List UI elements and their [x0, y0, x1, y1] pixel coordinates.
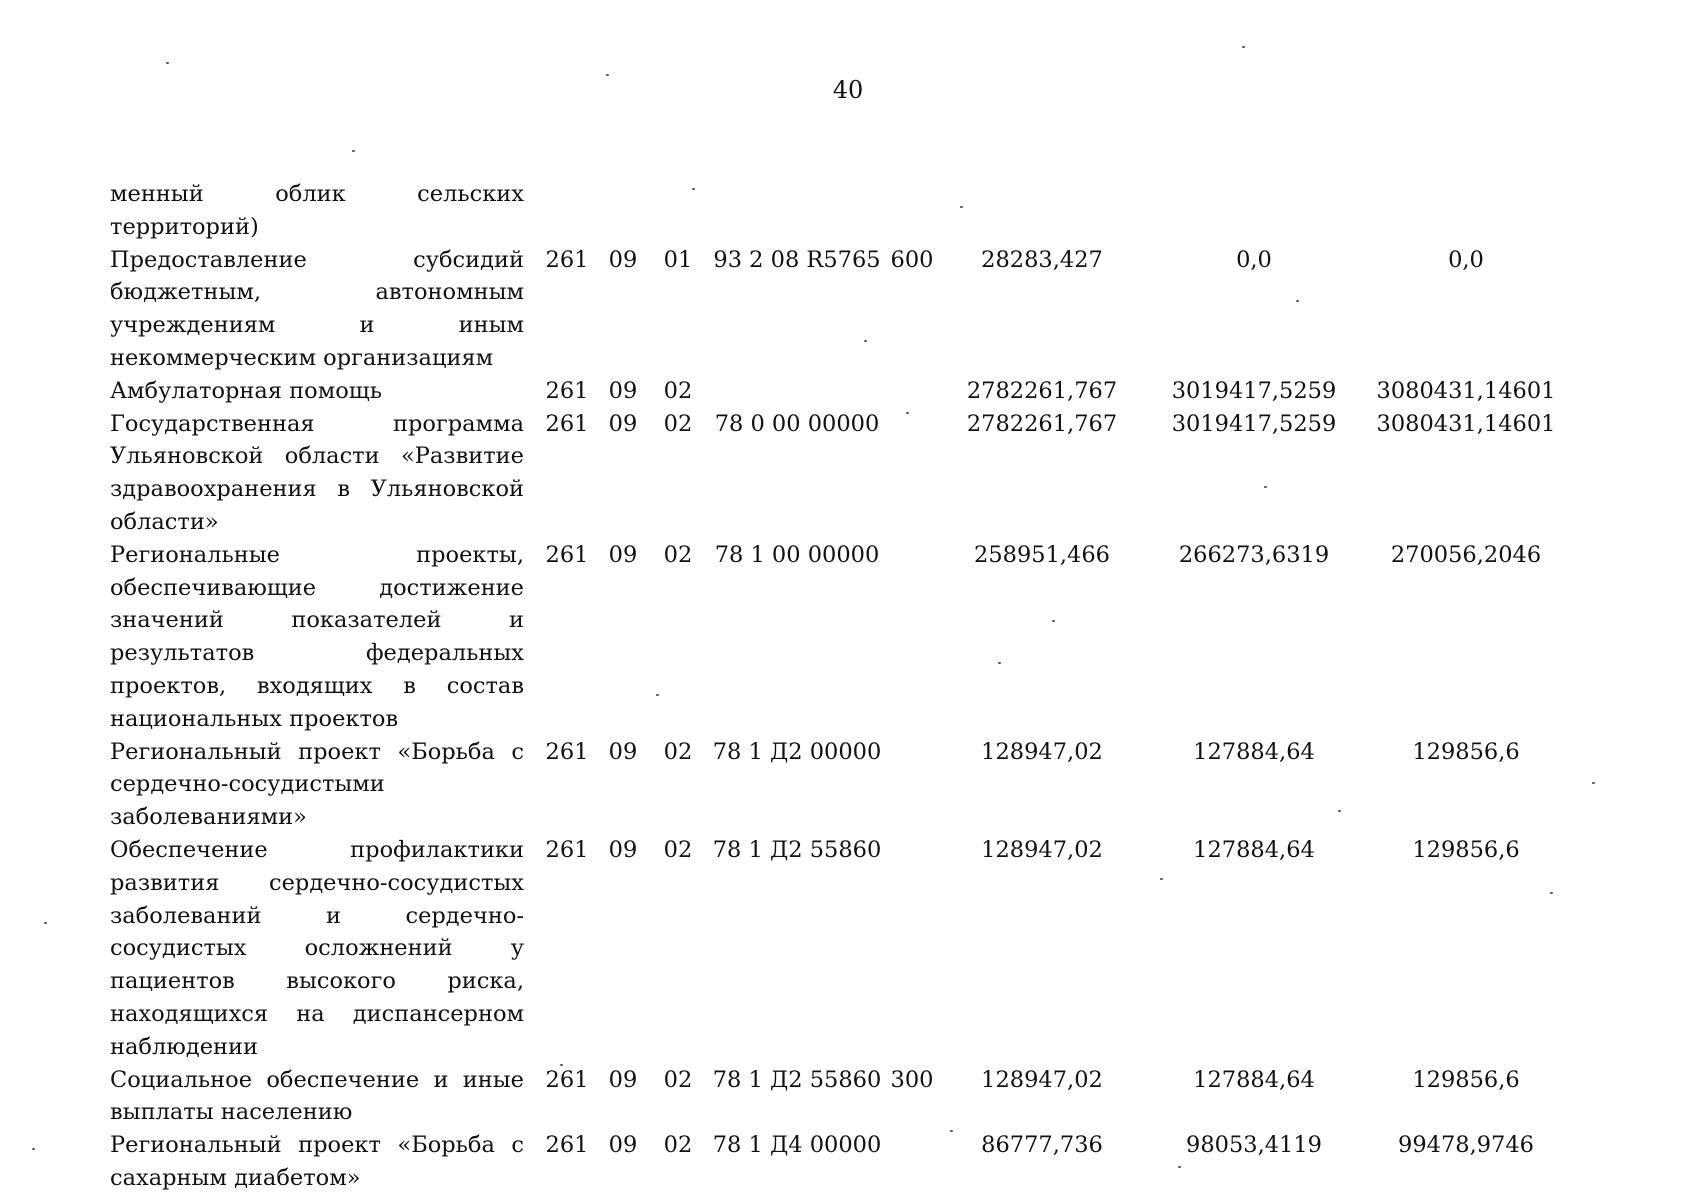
scan-speck	[560, 1064, 563, 1066]
scan-speck	[656, 694, 659, 696]
amount-year-2: 98053,4119	[1186, 1132, 1322, 1159]
subsection-code: 02	[663, 541, 693, 568]
scan-speck	[864, 340, 867, 342]
target-article-code: 78 1 00 00000	[714, 541, 880, 568]
row-name: Региональный проект «Борьба с сердечно-сосудистыми заболеваниями»	[110, 738, 524, 831]
amount-year-2: 127884,64	[1193, 738, 1315, 765]
row-name: Предоставление субсидий бюджетным, автономным учреждениям и иным некоммерческим организациям	[110, 246, 524, 371]
amount-year-2: 3019417,5259	[1171, 410, 1337, 437]
row-name: Обеспечение профилактики развития сердечно-сосудистых заболеваний и сердечно-сосудистых осложнений у пациентов высокого риска, находящихся на диспансерном наблюдении	[110, 836, 524, 1060]
subsection-code: 02	[663, 1132, 693, 1159]
amount-year-3: 3080431,14601	[1376, 410, 1556, 437]
amount-year-3: 99478,9746	[1398, 1132, 1534, 1159]
page-number: 40	[832, 76, 864, 104]
amount-year-3: 0,0	[1448, 246, 1484, 273]
subsection-code: 02	[663, 377, 693, 404]
expense-type-code	[888, 1129, 936, 1195]
scan-speck	[32, 1148, 35, 1150]
target-article-code: 78 1 Д2 00000	[712, 738, 882, 765]
section-code: 09	[608, 1132, 638, 1159]
scan-speck	[1592, 782, 1595, 784]
row-name: менный облик сельских территорий)	[110, 181, 524, 240]
ministry-code: 261	[545, 541, 589, 568]
ministry-code: 261	[545, 1066, 589, 1093]
subsection-code: 02	[663, 738, 693, 765]
section-code: 09	[608, 1066, 638, 1093]
scan-speck	[692, 188, 695, 190]
ministry-code: 261	[545, 836, 589, 863]
subsection-code: 01	[663, 246, 693, 273]
scan-speck	[1338, 810, 1341, 812]
scan-speck	[1264, 486, 1267, 488]
scan-speck	[1178, 1166, 1181, 1168]
ministry-code	[538, 178, 596, 244]
scan-speck	[1296, 300, 1299, 302]
amount-year-1: 128947,02	[981, 1066, 1103, 1093]
subsection-code: 02	[663, 410, 693, 437]
ministry-code: 261	[545, 410, 589, 437]
scan-speck	[1242, 46, 1245, 48]
expense-type-code	[888, 178, 936, 244]
amount-year-1	[936, 178, 1148, 244]
amount-year-1: 258951,466	[974, 541, 1110, 568]
expense-type-code	[888, 539, 936, 736]
amount-year-2: 127884,64	[1193, 1066, 1315, 1093]
scan-speck	[906, 412, 909, 414]
section-code: 09	[608, 836, 638, 863]
amount-year-1: 86777,736	[981, 1132, 1103, 1159]
amount-year-1: 2782261,767	[966, 410, 1118, 437]
table-row	[110, 834, 1572, 1064]
table-row	[110, 1129, 1572, 1195]
target-article-code: 78 1 Д2 55860	[712, 1066, 882, 1093]
row-name: Государственная программа Ульяновской области «Развитие здравоохранения в Ульяновской области»	[110, 410, 524, 535]
expense-type-code: 300	[890, 1066, 934, 1093]
scan-speck	[1550, 892, 1553, 894]
subsection-code	[650, 178, 706, 244]
scan-speck	[166, 62, 169, 64]
table-row	[110, 539, 1572, 736]
amount-year-1: 2782261,767	[966, 377, 1118, 404]
row-name: Социальное обеспечение и иные выплаты населению	[110, 1066, 524, 1126]
target-article-code: 78 0 00 00000	[714, 410, 880, 437]
scan-speck	[1052, 620, 1055, 622]
row-name: Региональные проекты, обеспечивающие достижение значений показателей и результатов федеральных проектов, входящих в состав национальных проектов	[110, 541, 524, 732]
section-code: 09	[608, 246, 638, 273]
expense-type-code	[888, 736, 936, 834]
row-name: Региональный проект «Борьба с сахарным диабетом»	[110, 1132, 524, 1191]
amount-year-2: 3019417,5259	[1171, 377, 1337, 404]
subsection-code: 02	[663, 1066, 693, 1093]
scan-speck	[950, 1130, 953, 1132]
budget-table	[110, 178, 1572, 1195]
amount-year-2: 127884,64	[1193, 836, 1315, 863]
ministry-code: 261	[545, 738, 589, 765]
section-code: 09	[608, 738, 638, 765]
amount-year-2	[1148, 178, 1360, 244]
scan-speck	[960, 206, 963, 208]
amount-year-1: 128947,02	[981, 836, 1103, 863]
amount-year-1: 128947,02	[981, 738, 1103, 765]
section-code: 09	[608, 410, 638, 437]
table-row	[110, 1064, 1572, 1130]
amount-year-1: 28283,427	[981, 246, 1103, 273]
section-code: 09	[608, 541, 638, 568]
amount-year-3: 129856,6	[1412, 836, 1520, 863]
scan-speck	[352, 150, 355, 152]
table-row	[110, 244, 1572, 375]
row-name: Амбулаторная помощь	[110, 377, 382, 404]
target-article-code: 78 1 Д4 00000	[712, 1132, 882, 1159]
amount-year-3: 129856,6	[1412, 1066, 1520, 1093]
amount-year-3: 3080431,14601	[1376, 377, 1556, 404]
target-article-code	[706, 375, 888, 408]
scan-speck	[606, 74, 609, 76]
scan-speck	[998, 662, 1001, 664]
table-row	[110, 736, 1572, 834]
target-article-code	[706, 178, 888, 244]
table-row	[110, 178, 1572, 244]
scan-speck	[44, 922, 47, 924]
subsection-code: 02	[663, 836, 693, 863]
section-code: 09	[608, 377, 638, 404]
amount-year-2: 0,0	[1236, 246, 1272, 273]
expense-type-code	[888, 375, 936, 408]
ministry-code: 261	[545, 377, 589, 404]
amount-year-3	[1360, 178, 1572, 244]
target-article-code: 78 1 Д2 55860	[712, 836, 882, 863]
amount-year-3: 270056,2046	[1390, 541, 1542, 568]
ministry-code: 261	[545, 1132, 589, 1159]
scan-speck	[1160, 878, 1163, 880]
table-row	[110, 408, 1572, 539]
target-article-code: 93 2 08 R5765	[713, 246, 881, 273]
section-code	[596, 178, 650, 244]
expense-type-code	[888, 834, 936, 1064]
amount-year-2: 266273,6319	[1178, 541, 1330, 568]
expense-type-code: 600	[890, 246, 934, 273]
table-row	[110, 375, 1572, 408]
expense-type-code	[888, 408, 936, 539]
ministry-code: 261	[545, 246, 589, 273]
amount-year-3: 129856,6	[1412, 738, 1520, 765]
